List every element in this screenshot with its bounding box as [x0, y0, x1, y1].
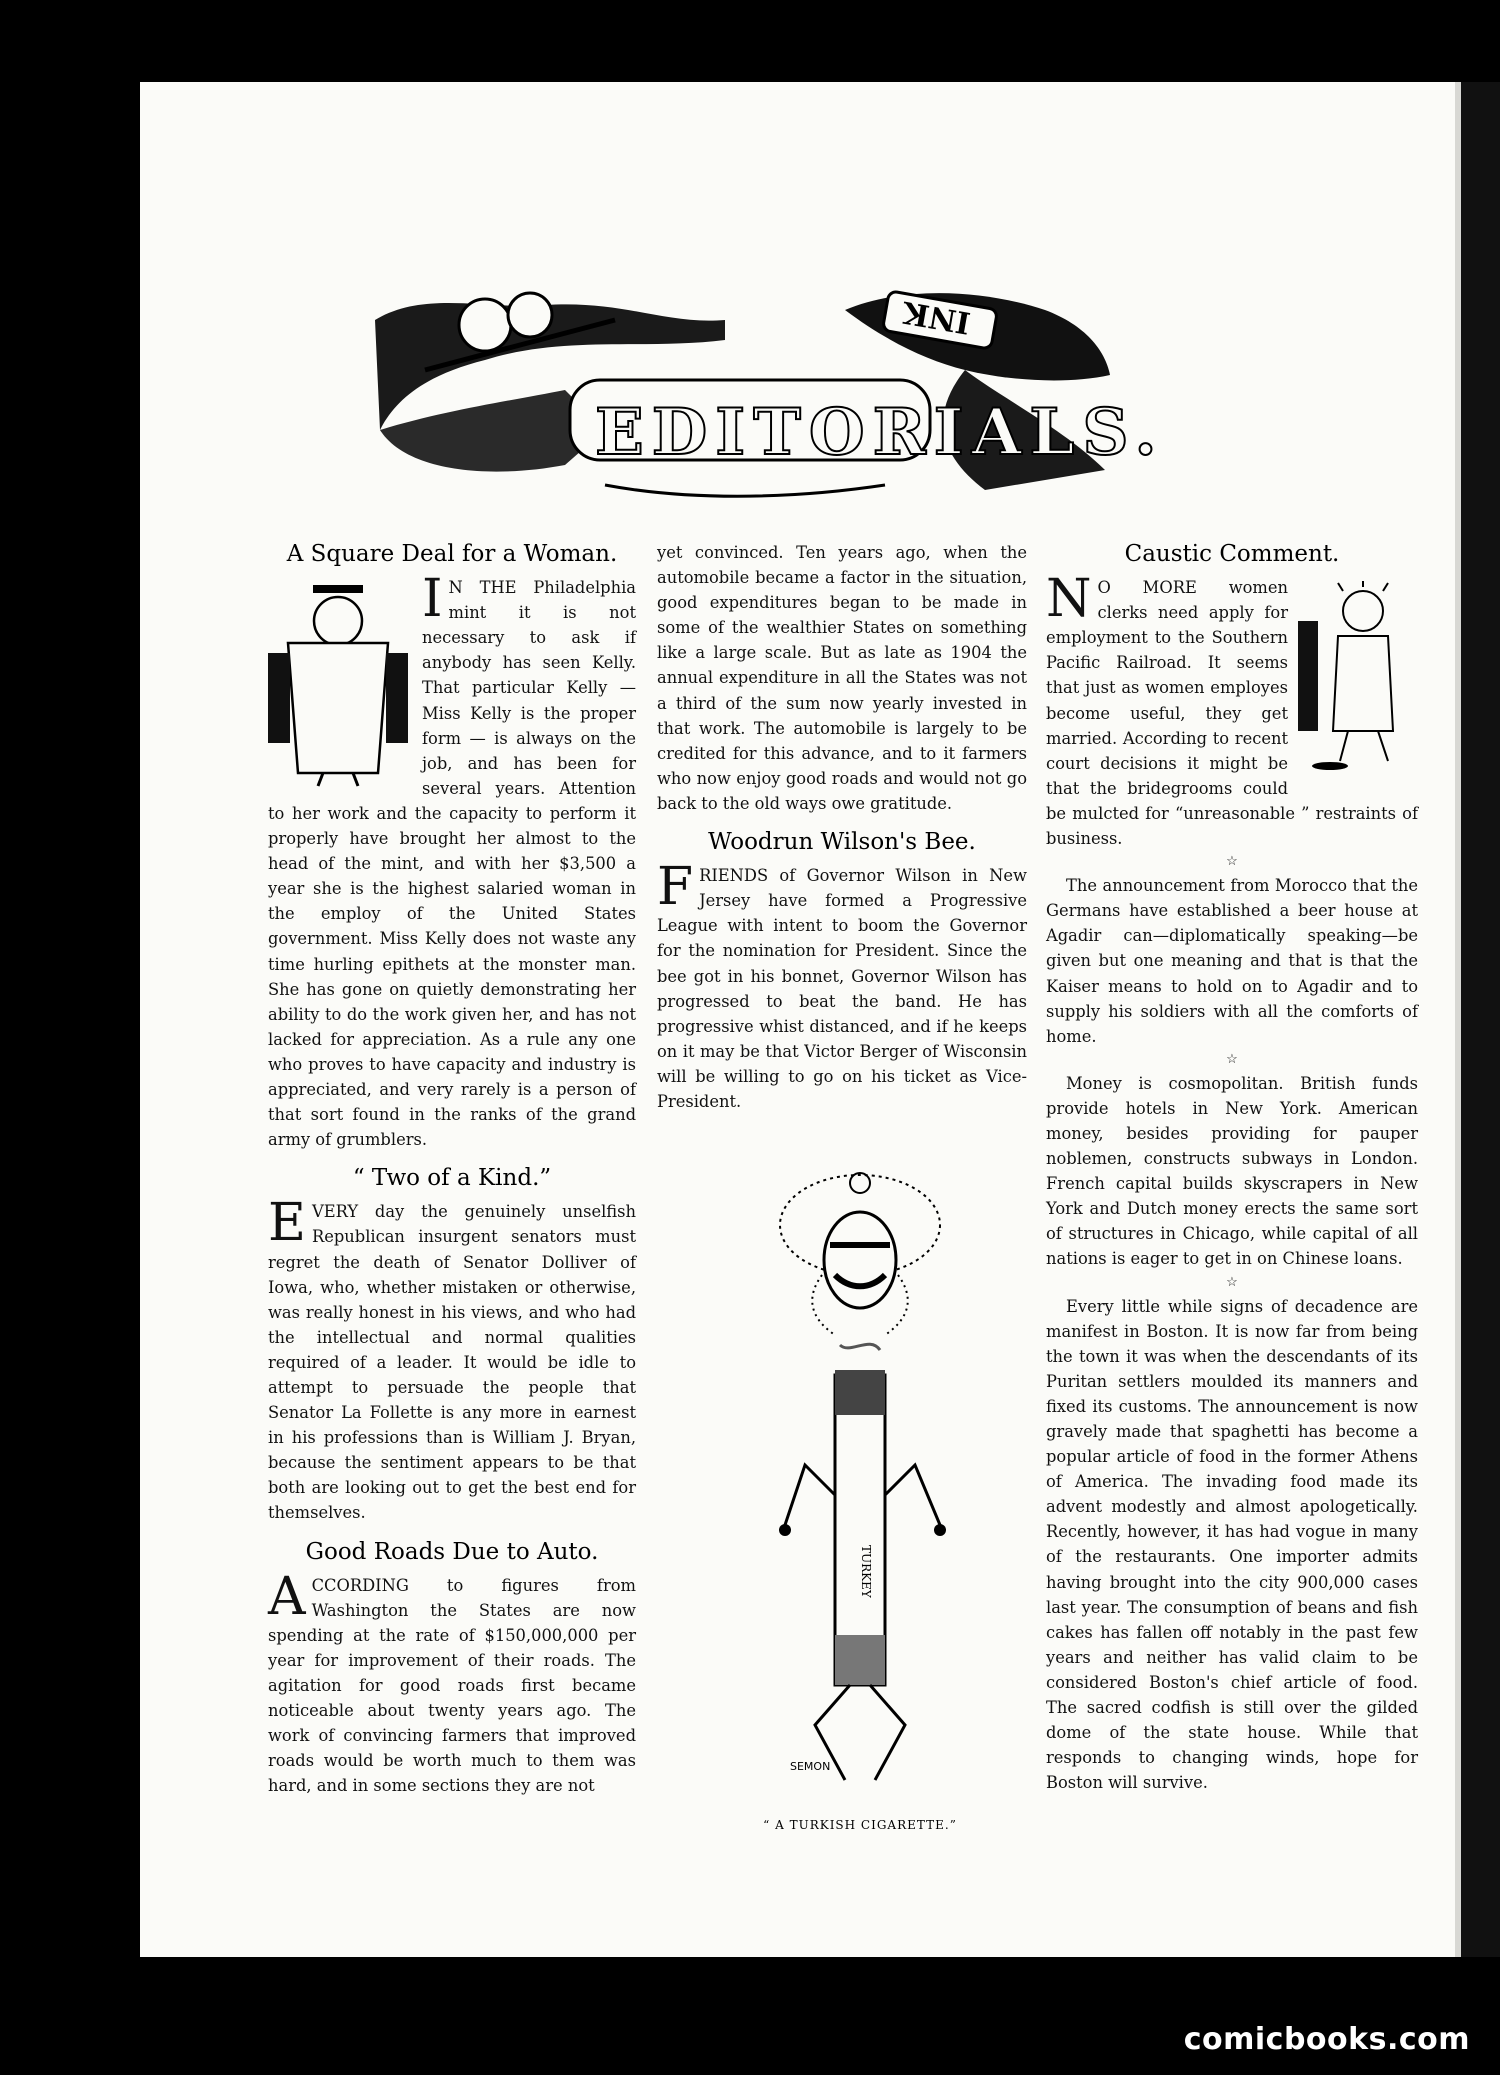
miss-kelly-illustration	[268, 583, 408, 788]
article-two-of-a-kind	[268, 1193, 636, 1525]
divider-star: ☆	[1226, 854, 1238, 870]
column-middle	[657, 540, 1027, 1114]
editorials-banner	[365, 280, 1165, 505]
heading-good-roads: Good Roads Due to Auto.	[305, 1538, 599, 1565]
heading-two-of-a-kind: “ Two of a Kind.”	[352, 1165, 552, 1192]
dropcap-i: I	[422, 569, 443, 630]
heading-caustic: Caustic Comment.	[1124, 541, 1340, 567]
ink-sign-text: INK	[900, 293, 974, 340]
heading-square-deal: A Square Deal for a Woman.	[286, 541, 618, 567]
article-good-roads	[268, 1566, 636, 1799]
good-roads-continued: yet convinced. Ten years ago, when the automobile became a factor in the situation, good expenditures began to be made in some of the wealthier States on something like a large scale. But as late as 1904 the annual expenditure in all the States was not a third of the sum now yearly invested in that work. The automobile is largely to be credited for this advance, and to it farmers who now enjoy good roads and would not go back to the old ways owe gratitude.	[657, 543, 1027, 813]
column-left	[268, 540, 636, 1799]
artist-signature: SEMON	[790, 1760, 831, 1773]
caustic-boston: Every little while signs of decadence are manifest in Boston. It is now far from being the town it was when the descendants of its Puritan settlers moulded its manners and fixed its customs. The announcement is now gravely made that spaghetti has become a popular article of food in the former Athens of America. The invading food made its advent modestly and almost apologetically. Recently, however, it has had vogue in many of the restaurants. One importer admits having brought into the city 900,000 cases last year. The consumption of beans and fish cakes has fallen off notably in the past few years and neither has valid claim to be considered Boston's chief article of food. The sacred codfish is still over the gilded dome of the state house. While that responds to changing winds, hope for Boston will survive.	[1046, 1296, 1418, 1793]
article-wilson	[657, 857, 1027, 1114]
wilson-body: RIENDS of Governor Wilson in New Jersey have formed a Progressive League with intent to boom the Governor for the nomination for President. Since the bee got in his bonnet, Governor Wilson has progressed to beat the band. He has progressive whist distanced, and if he keeps on it may be that Victor Berger of Wisconsin will be willing to go on his ticket as Vice-President.	[657, 866, 1027, 1111]
cigarette-label: TURKEY	[859, 1545, 873, 1598]
divider-star: ☆	[1226, 1051, 1238, 1067]
caustic-money: Money is cosmopolitan. British funds provide hotels in New York. American money, besides providing for pauper noblemen, constructs subways in London. French capital builds skyscrapers in New York and Dutch money erects the same sort of structures in Chicago, while capital of all nations is eager to get in on Chinese loans.	[1046, 1073, 1418, 1269]
caustic-morocco: The announcement from Morocco that the Germans have established a beer house at Agadir can—diplomatically speaking—be given but one meaning and that is that the Kaiser means to hold on to Agadir and to supply his soldiers with all the comforts of home.	[1046, 876, 1418, 1046]
page-spine	[1455, 82, 1500, 1957]
cigarette-drawing	[760, 1165, 960, 1795]
column-right	[1046, 540, 1418, 1795]
dropcap-f: F	[657, 857, 694, 918]
dropcap-e: E	[268, 1193, 306, 1254]
two-of-a-kind-body: VERY day the genuinely unselfish Republican insurgent senators must regret the death of Senator Dolliver of Iowa, who, whether mistaken or otherwise, was really honest in his views, and who had the intellectual and normal qualities required of a leader. It would be idle to attempt to persuade the people that Senator La Follette is any more in earnest in his professions than is William J. Bryan, because the sentiment appears to be that both are looking out to get the best end for themselves.	[268, 1202, 636, 1523]
banner-title: EDITORIALS.	[595, 395, 1165, 470]
cartoon-caption: “ A TURKISH CIGARETTE.”	[763, 1818, 957, 1832]
good-roads-body: CCORDING to figures from Washington the States are now spending at the rate of $150,000,000 per year for improvement of their roads. The agitation for good roads first became noticeable about twenty years ago. The work of convincing farmers that improved roads would be worth much to them was hard, and in some sections they are not	[268, 1575, 636, 1796]
dropcap-n: N	[1046, 569, 1092, 630]
banner-illustration	[365, 280, 1125, 505]
divider-star: ☆	[1226, 1274, 1238, 1290]
dropcap-a: A	[268, 1566, 306, 1627]
article-square-deal	[268, 569, 636, 1152]
clerk-illustration	[1298, 581, 1418, 776]
heading-wilson: Woodrun Wilson's Bee.	[708, 829, 976, 856]
square-deal-body: N THE Philadelphia mint it is not necessary to ask if anybody has seen Kelly. That particular Kelly —Miss Kelly is the proper form — is always on the job, and has been for several years. Attention to her work and the capacity to perform it properly have brought her almost to the head of the mint, and with her $3,500 a year she is the highest salaried woman in the employ of the United States government. Miss Kelly does not waste any time hurling epithets at the monster man. She has gone on quietly demonstrating her ability to do the work given her, and has not lacked for appreciation. As a rule any one who proves to have capacity and industry is appreciated, and very rarely is a person of that sort found in the ranks of the grand army of grumblers.	[268, 578, 636, 1150]
next-page-edge	[1455, 82, 1461, 1957]
turkish-cigarette-cartoon	[760, 1165, 960, 1795]
site-watermark: comicbooks.com	[1183, 2022, 1470, 2057]
caustic-intro	[1046, 569, 1418, 851]
caustic-intro-body: O MORE women clerks need apply for employment to the Southern Pacific Railroad. It seems that just as women employes become useful, they get married. According to recent court decisions it might be that the bridegrooms could be mulcted for “unreasonable ” restraints of business.	[1046, 578, 1418, 849]
